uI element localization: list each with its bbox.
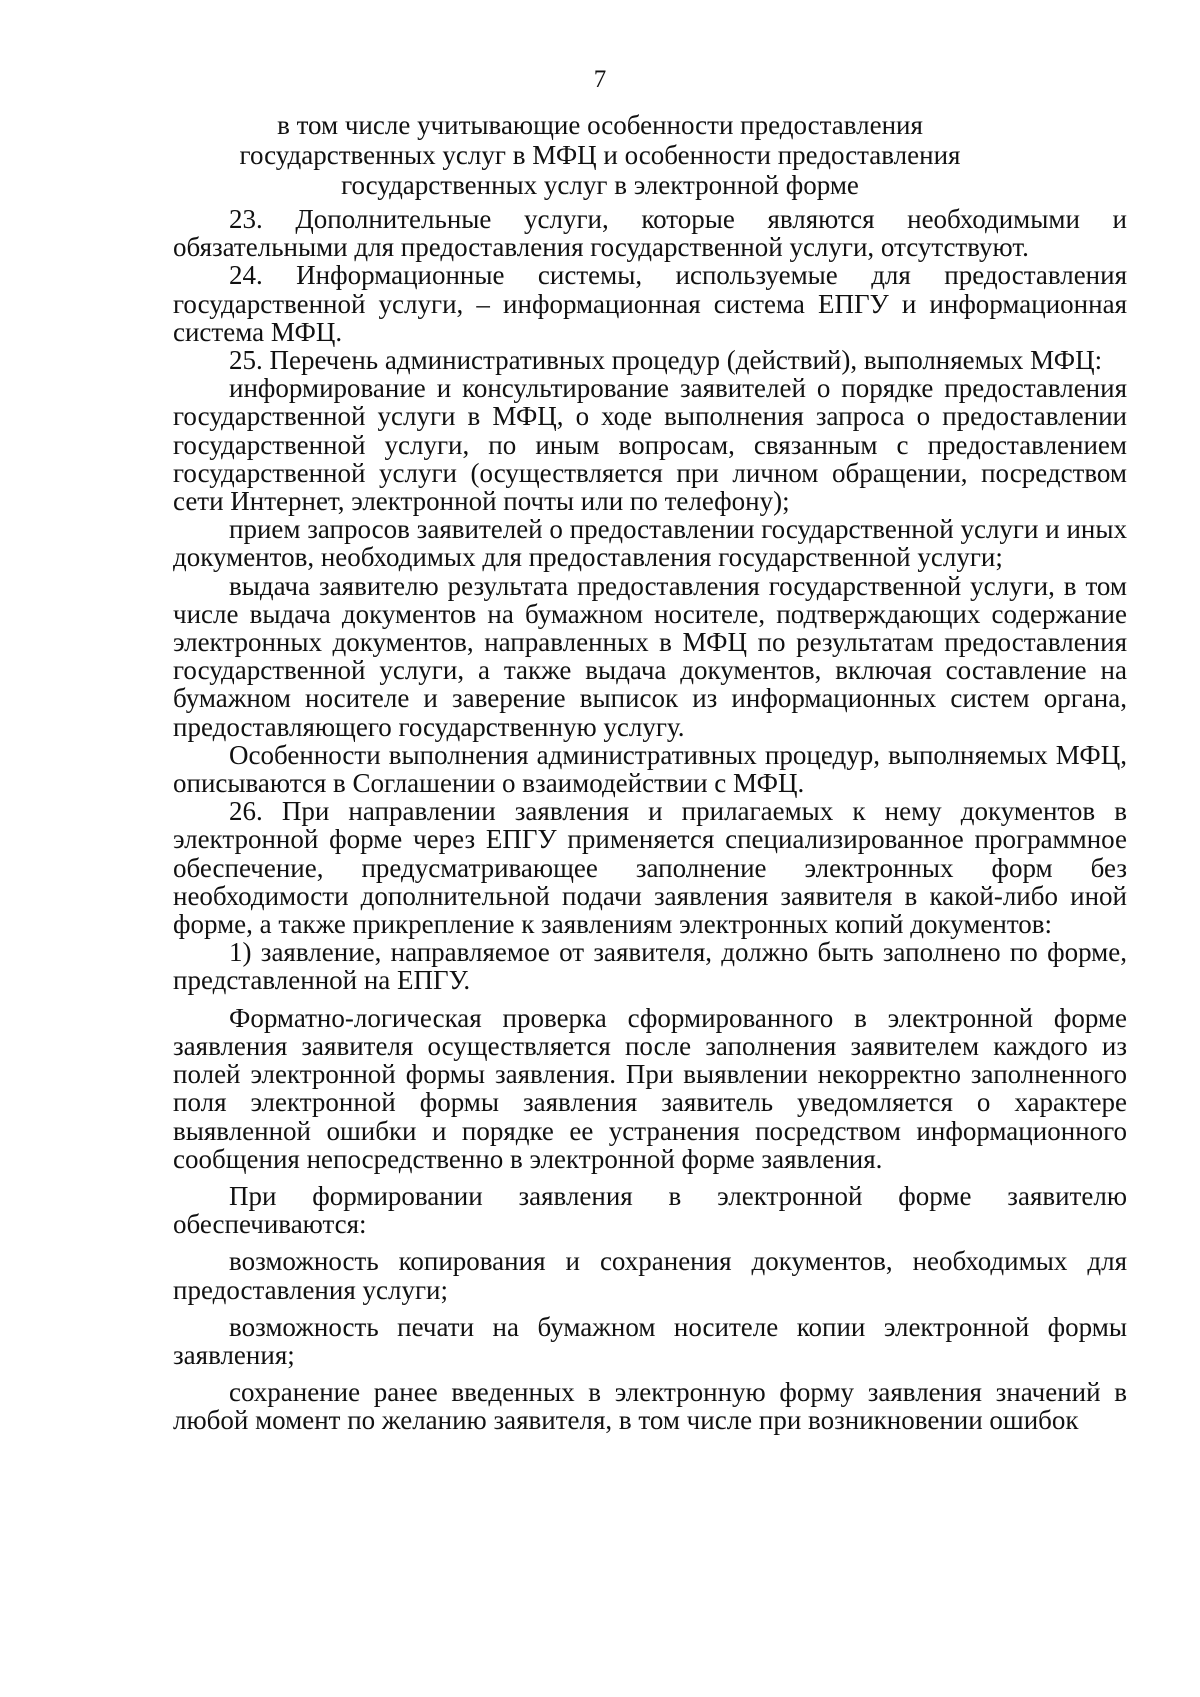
application-provisions-intro: При формировании заявления в электронной форме заявителю обеспечиваются: [173,1180,1127,1240]
provision-item: возможность печати на бумажном носителе копии электронной формы заявления; [173,1311,1127,1370]
mfc-procedure-item: выдача заявителю результата предоставления государственной услуги, в том числе выдача документов на бумажном носителе, подтверждающих содержание электронных документов, направленных в МФЦ по результатам предоставления государственной услуги, а также выдача документов, включая составление на бумажном носителе и заверение выписок из информационных систем органа, предоставляющего государственную услугу. [173,570,1127,742]
heading-line: государственных услуг в электронной форме [341,170,859,200]
page-number: 7 [593,66,607,93]
paragraph-25: 25. Перечень административных процедур (действий), выполняемых МФЦ: [229,345,1103,376]
paragraph-24: 24. Информационные системы, используемые для предоставления государственной услуги, – информационная система ЕПГУ и информационная система МФЦ. [173,260,1127,347]
provision-item: возможность копирования и сохранения документов, необходимых для предоставления услуги; [173,1246,1127,1305]
mfc-procedures-note: Особенности выполнения административных процедур, выполняемых МФЦ, описываются в Соглашении о взаимодействии с МФЦ. [173,739,1127,799]
mfc-procedure-item: прием запросов заявителей о предоставлении государственной услуги и иных документов, необходимых для предоставления государственной услуги; [173,514,1127,573]
heading-line: государственных услуг в МФЦ и особенности предоставления [239,140,961,170]
paragraph-26: 26. При направлении заявления и прилагаемых к нему документов в электронной форме через ЕПГУ применяется специализированное программное обеспечение, предусматривающее заполнение электронных форм без необходимости дополнительной подачи заявления заявителя в какой-либо иной форме, а также прикрепление к заявлениям электронных копий документов: [173,796,1127,940]
heading-line: в том числе учитывающие особенности предоставления [277,110,923,140]
application-item-1: 1) заявление, направляемое от заявителя, должно быть заполнено по форме, представленной на ЕПГУ. [173,937,1127,996]
format-check-paragraph: Форматно-логическая проверка сформированного в электронной форме заявления заявителя осуществляется после заполнения заявителем каждого из полей электронной формы заявления. При выявлении некорректно заполненного поля электронной формы заявления заявитель уведомляется о характере выявленной ошибки и порядке ее устранения посредством информационного сообщения непосредственно в электронной форме заявления. [173,1002,1127,1174]
provision-item: сохранение ранее введенных в электронную форму заявления значений в любой момент по желанию заявителя, в том числе при возникновении ошибок [173,1377,1127,1436]
mfc-procedure-item: информирование и консультирование заявителей о порядке предоставления государственной услуги в МФЦ, о ходе выполнения запроса о предоставлении государственной услуги, по иным вопросам, связанным с предоставлением государственной услуги (осуществляется при личном обращении, посредством сети Интернет, электронной почты или по телефону); [173,373,1127,517]
section-heading [160,110,1040,200]
paragraph-23: 23. Дополнительные услуги, которые являются необходимыми и обязательными для предоставления государственной услуги, отсутствуют. [173,204,1127,263]
body-text [173,205,1127,1435]
